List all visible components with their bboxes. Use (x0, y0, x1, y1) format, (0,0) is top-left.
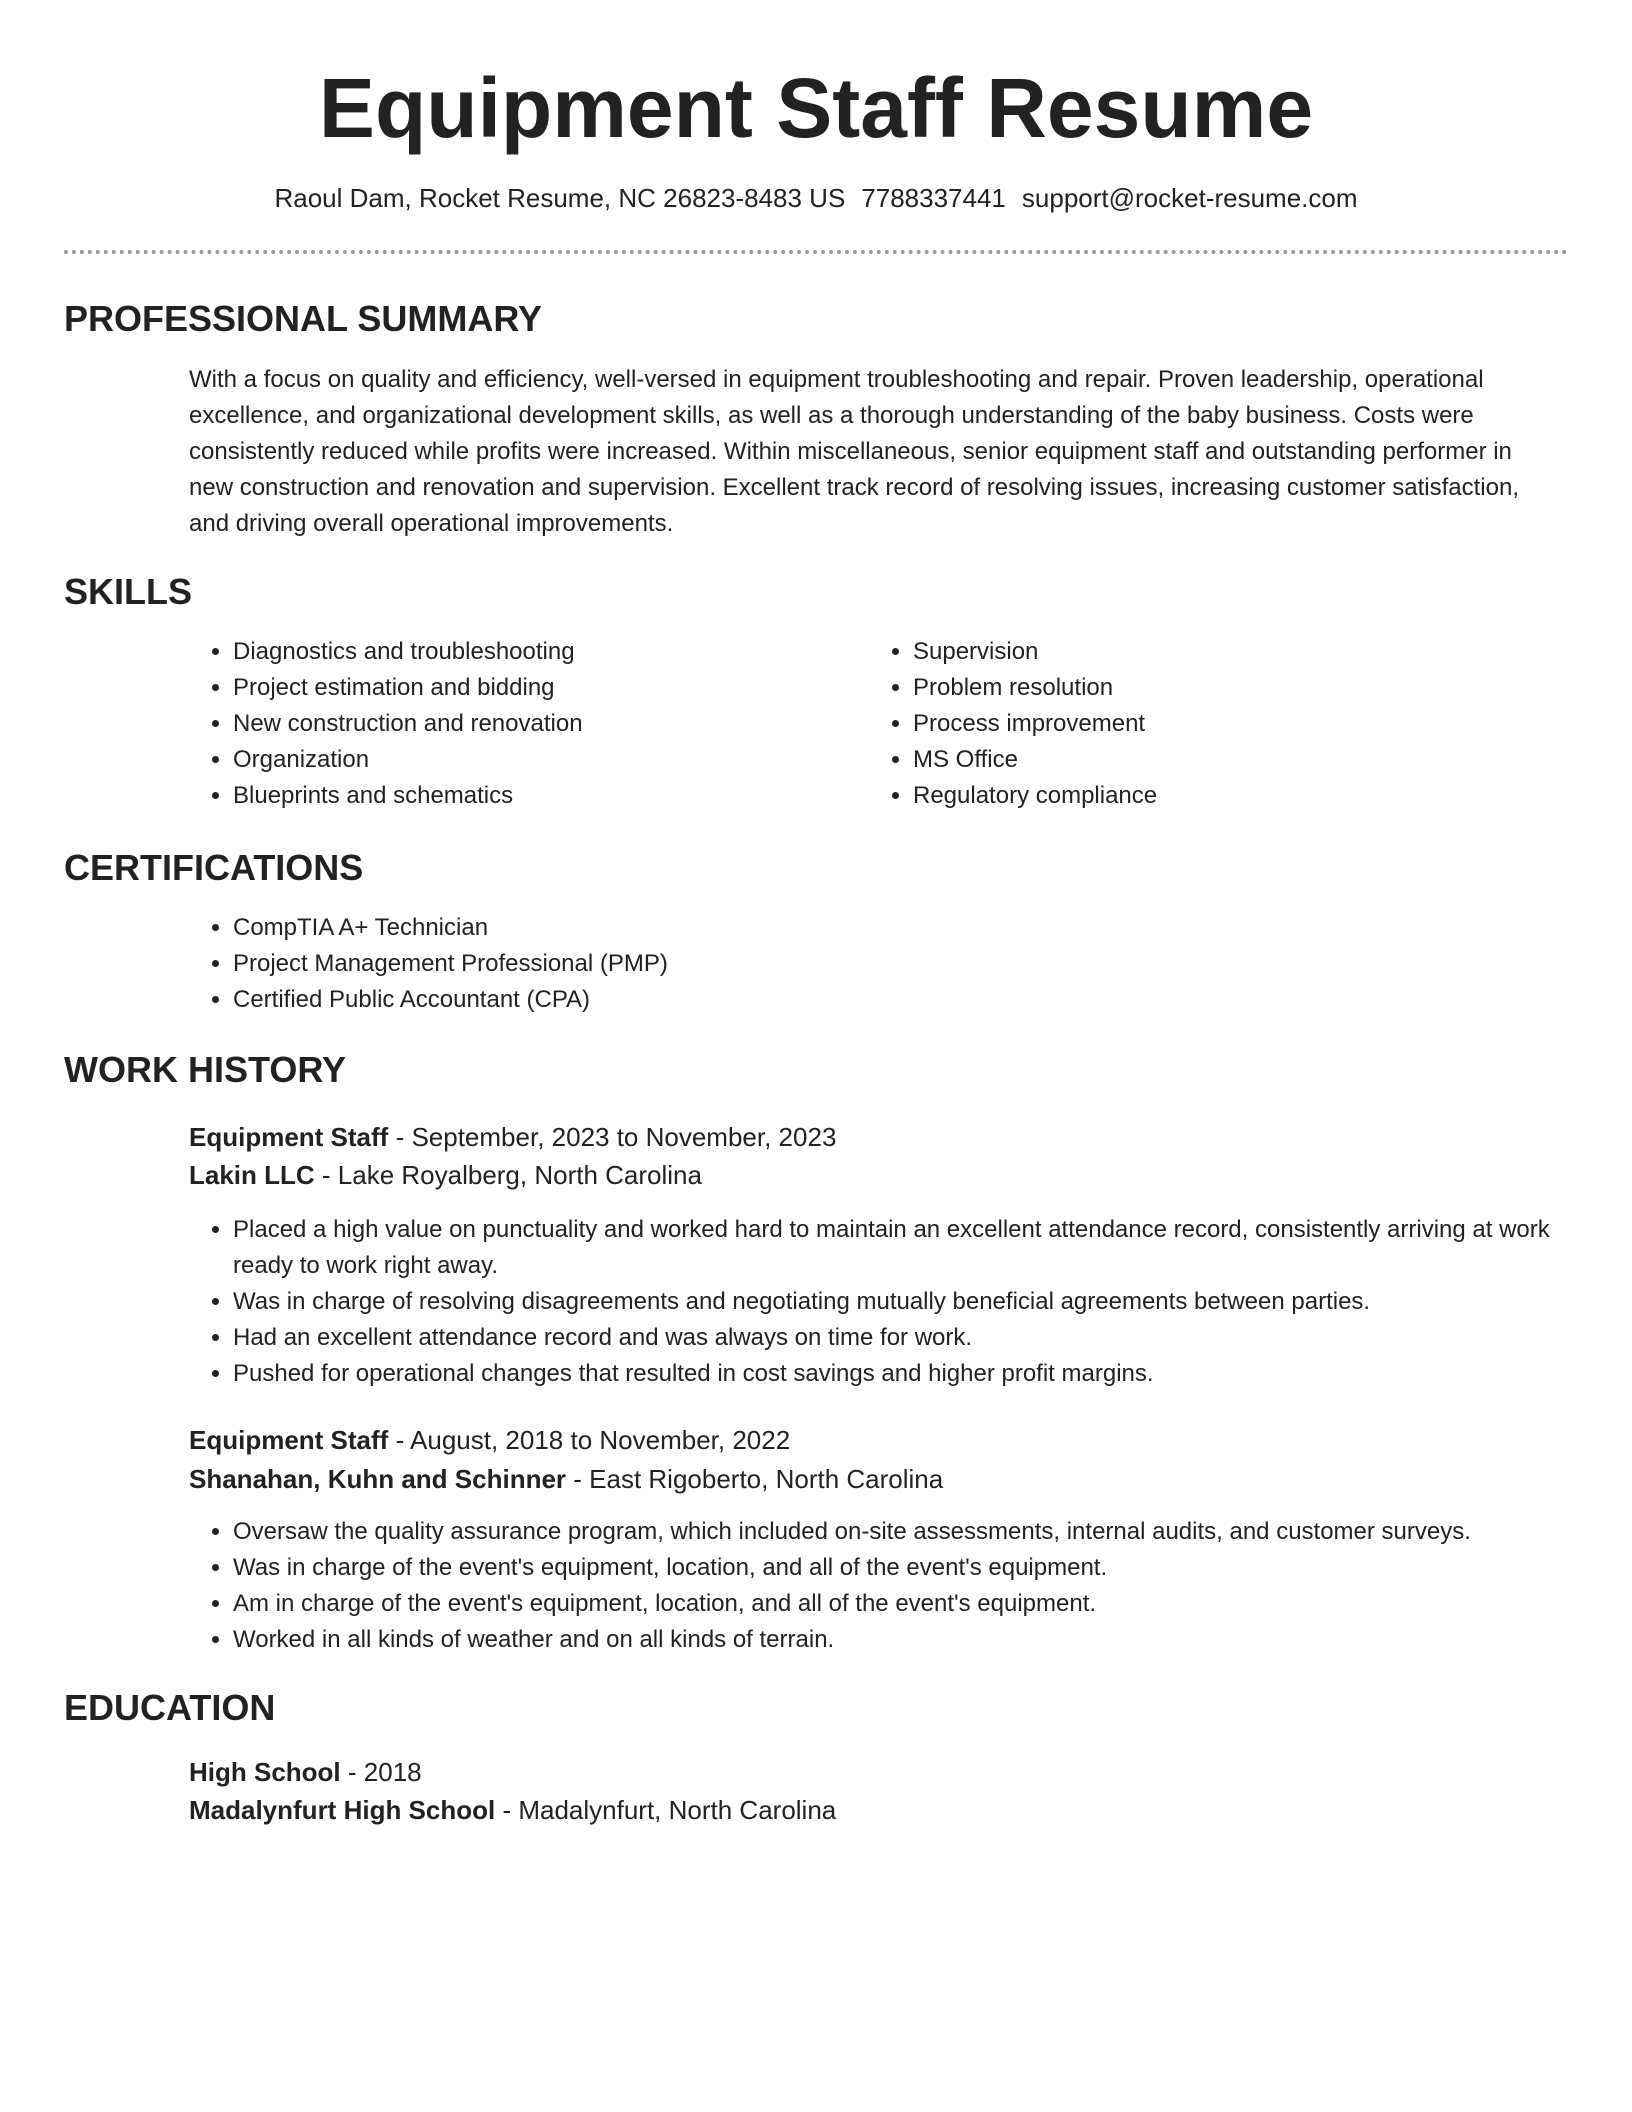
list-item: • Organization (233, 742, 833, 778)
list-item: • Oversaw the quality assurance program, which included on-site assessments, internal audits, and customer surveys. (233, 1514, 1593, 1550)
certifications-heading: CERTIFICATIONS (64, 847, 364, 888)
contact-phone: 7788337441 (861, 183, 1006, 213)
education-year: - 2018 (340, 1757, 422, 1787)
header-divider (64, 250, 1568, 254)
list-item: • Supervision (913, 634, 1513, 670)
summary-heading: PROFESSIONAL SUMMARY (64, 298, 543, 339)
skills-list-left (189, 634, 833, 814)
education-heading: EDUCATION (64, 1687, 276, 1728)
job-2-company: Shanahan, Kuhn and Schinner (189, 1464, 567, 1494)
list-item: • CompTIA A+ Technician (233, 910, 1433, 946)
job-2-bullets (189, 1514, 1593, 1658)
education-degree: High School (189, 1757, 341, 1787)
list-item: • New construction and renovation (233, 706, 833, 742)
list-item: • Worked in all kinds of weather and on all kinds of terrain. (233, 1622, 1593, 1658)
list-item: • Was in charge of resolving disagreements and negotiating mutually beneficial agreements between parties. (233, 1284, 1561, 1320)
contact-email: support@rocket-resume.com (1021, 183, 1358, 213)
job-1-title: Equipment Staff (189, 1122, 389, 1152)
education-school: Madalynfurt High School (189, 1795, 496, 1825)
list-item: • Am in charge of the event's equipment, location, and all of the event's equipment. (233, 1586, 1593, 1622)
certifications-list (189, 910, 1433, 1018)
list-item: • Problem resolution (913, 670, 1513, 706)
list-item: • Blueprints and schematics (233, 778, 833, 814)
job-1-title-line (189, 1118, 836, 1156)
list-item: • Was in charge of the event's equipment, location, and all of the event's equipment. (233, 1550, 1593, 1586)
job-1-dates: - September, 2023 to November, 2023 (388, 1122, 837, 1152)
list-item: • Process improvement (913, 706, 1513, 742)
list-item: • Diagnostics and troubleshooting (233, 634, 833, 670)
contact-line (0, 180, 1632, 216)
resume-title: Equipment Staff Resume (318, 61, 1314, 155)
education-degree-line (189, 1753, 422, 1791)
job-1-location: - Lake Royalberg, North Carolina (314, 1160, 702, 1190)
job-2-dates: - August, 2018 to November, 2022 (388, 1425, 791, 1455)
list-item: • Had an excellent attendance record and was always on time for work. (233, 1320, 1561, 1356)
job-2-location: - East Rigoberto, North Carolina (566, 1464, 944, 1494)
summary-text: With a focus on quality and efficiency, well-versed in equipment troubleshooting and repair. Proven leadership, operational excellence, and organizational development skills, as well as a thorough understanding of the baby business. Costs were consistently reduced while profits were increased. Within miscellaneous, senior equipment staff and outstanding performer in new construction and renovation and supervision. Excellent track record of resolving issues, increasing customer satisfaction, and driving overall operational improvements. (189, 366, 1519, 537)
list-item: • Project estimation and bidding (233, 670, 833, 706)
job-1-company: Lakin LLC (189, 1160, 315, 1190)
job-2-company-line (189, 1460, 943, 1498)
list-item: • Certified Public Accountant (CPA) (233, 982, 1433, 1018)
work-history-heading: WORK HISTORY (64, 1049, 347, 1090)
job-2-title-line (189, 1421, 790, 1459)
list-item: • Regulatory compliance (913, 778, 1513, 814)
list-item: • MS Office (913, 742, 1513, 778)
job-1-bullets (189, 1212, 1561, 1392)
education-location: - Madalynfurt, North Carolina (495, 1795, 837, 1825)
education-school-line (189, 1791, 836, 1829)
list-item: • Project Management Professional (PMP) (233, 946, 1433, 982)
job-2-title: Equipment Staff (189, 1425, 389, 1455)
contact-address: Raoul Dam, Rocket Resume, NC 26823-8483 US (274, 183, 846, 213)
skills-list-right (869, 634, 1513, 814)
skills-heading: SKILLS (64, 571, 193, 612)
list-item: • Pushed for operational changes that resulted in cost savings and higher profit margins. (233, 1356, 1561, 1392)
job-1-company-line (189, 1156, 702, 1194)
list-item: • Placed a high value on punctuality and worked hard to maintain an excellent attendance record, consistently arriving at work ready to work right away. (233, 1212, 1561, 1284)
